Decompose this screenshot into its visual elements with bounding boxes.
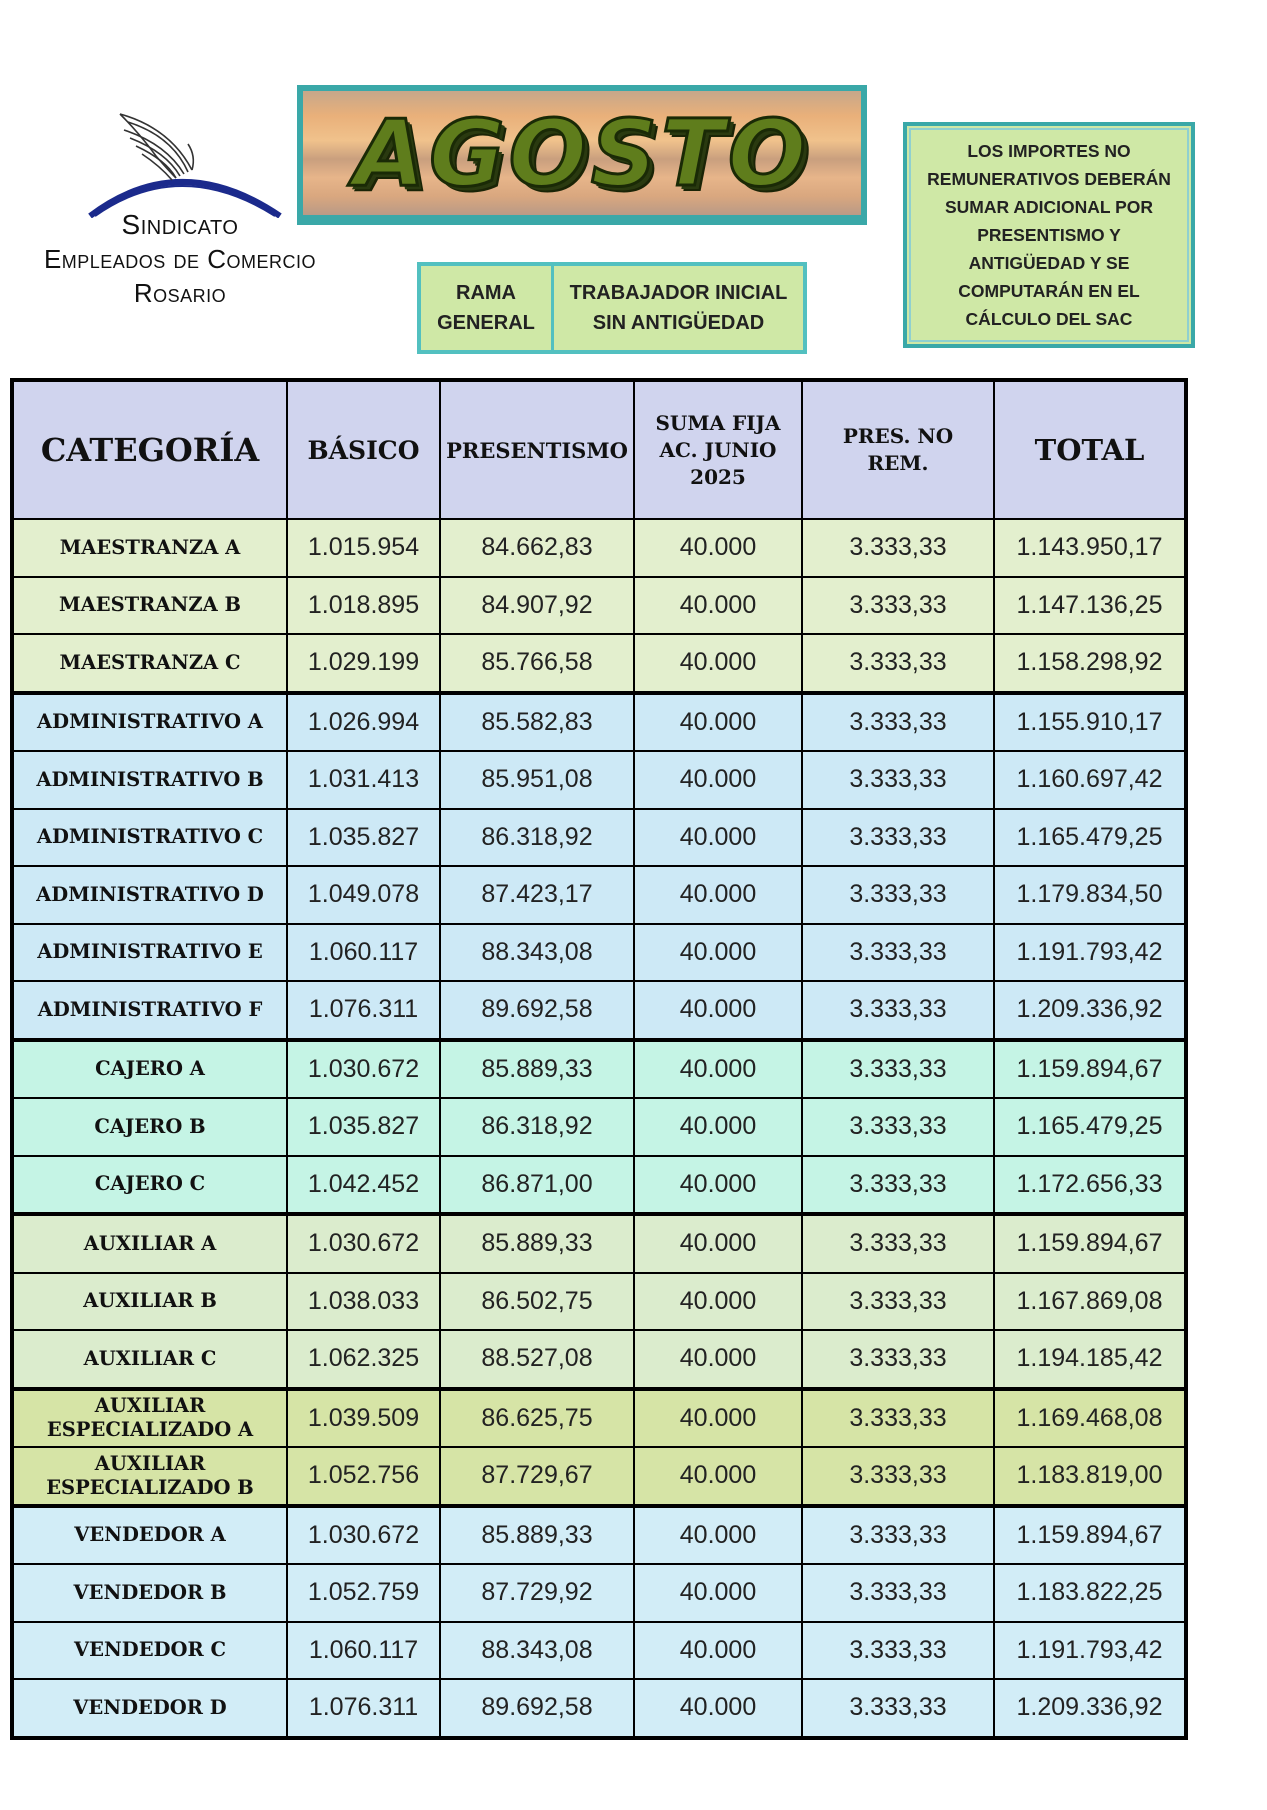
cell-pres-no-rem: 3.333,33 (802, 1330, 994, 1389)
cell-total: 1.169.468,08 (994, 1389, 1186, 1448)
cell-presentismo: 86.871,00 (440, 1156, 634, 1215)
table-row (12, 1273, 1186, 1331)
cell-total: 1.147.136,25 (994, 577, 1186, 635)
logo-line-1: Sindicato (121, 209, 239, 240)
table-row (12, 1214, 1186, 1273)
table-row (12, 519, 1186, 577)
cell-total: 1.165.479,25 (994, 809, 1186, 867)
cell-basico: 1.030.672 (287, 1214, 440, 1273)
branch-label: RAMA GENERAL (421, 266, 554, 350)
cell-presentismo: 85.889,33 (440, 1040, 634, 1099)
cell-categoria: CAJERO B (12, 1098, 287, 1156)
cell-presentismo: 86.502,75 (440, 1273, 634, 1331)
branch-box (417, 262, 807, 354)
cell-basico: 1.035.827 (287, 1098, 440, 1156)
logo-line-2: Empleados de Comercio (43, 244, 317, 274)
cell-total: 1.191.793,42 (994, 1622, 1186, 1680)
table-row (12, 1622, 1186, 1680)
table-row (12, 1098, 1186, 1156)
cell-total: 1.172.656,33 (994, 1156, 1186, 1215)
cell-total: 1.159.894,67 (994, 1506, 1186, 1565)
cell-categoria: AUXILIAR A (12, 1214, 287, 1273)
cell-total: 1.165.479,25 (994, 1098, 1186, 1156)
table-row (12, 751, 1186, 809)
header-presentismo: PRESENTISMO (440, 380, 634, 519)
cell-suma-fija: 40.000 (634, 1447, 802, 1506)
cell-basico: 1.052.756 (287, 1447, 440, 1506)
cell-presentismo: 85.582,83 (440, 693, 634, 752)
cell-suma-fija: 40.000 (634, 577, 802, 635)
cell-categoria: AUXILIAR C (12, 1330, 287, 1389)
cell-basico: 1.060.117 (287, 1622, 440, 1680)
salary-table (10, 378, 1188, 1740)
cell-total: 1.143.950,17 (994, 519, 1186, 577)
table-header-row (12, 380, 1186, 519)
cell-categoria: MAESTRANZA A (12, 519, 287, 577)
cell-pres-no-rem: 3.333,33 (802, 751, 994, 809)
cell-pres-no-rem: 3.333,33 (802, 1156, 994, 1215)
cell-total: 1.160.697,42 (994, 751, 1186, 809)
table-row (12, 1330, 1186, 1389)
cell-pres-no-rem: 3.333,33 (802, 809, 994, 867)
notice-text: LOS IMPORTES NO REMUNERATIVOS DEBERÁN SUMAR ADICIONAL POR PRESENTISMO Y ANTIGÜEDAD Y SE COMPUTARÁN EN EL CÁLCULO DEL SAC (927, 141, 1171, 329)
header-total: TOTAL (994, 380, 1186, 519)
cell-pres-no-rem: 3.333,33 (802, 1273, 994, 1331)
cell-pres-no-rem: 3.333,33 (802, 1564, 994, 1622)
cell-pres-no-rem: 3.333,33 (802, 693, 994, 752)
logo-line-3: Rosario (133, 278, 227, 308)
cell-pres-no-rem: 3.333,33 (802, 1679, 994, 1738)
cell-pres-no-rem: 3.333,33 (802, 634, 994, 693)
cell-categoria: AUXILIAR ESPECIALIZADO B (12, 1447, 287, 1506)
cell-suma-fija: 40.000 (634, 924, 802, 982)
cell-presentismo: 86.318,92 (440, 1098, 634, 1156)
cell-categoria: ADMINISTRATIVO C (12, 809, 287, 867)
cell-presentismo: 88.527,08 (440, 1330, 634, 1389)
table-row (12, 1156, 1186, 1215)
cell-categoria: AUXILIAR B (12, 1273, 287, 1331)
cell-suma-fija: 40.000 (634, 1330, 802, 1389)
cell-pres-no-rem: 3.333,33 (802, 924, 994, 982)
cell-total: 1.167.869,08 (994, 1273, 1186, 1331)
cell-suma-fija: 40.000 (634, 1389, 802, 1448)
table-row (12, 1040, 1186, 1099)
header-suma-fija: SUMA FIJA AC. JUNIO 2025 (634, 380, 802, 519)
cell-basico: 1.031.413 (287, 751, 440, 809)
cell-suma-fija: 40.000 (634, 519, 802, 577)
cell-basico: 1.052.759 (287, 1564, 440, 1622)
cell-total: 1.183.822,25 (994, 1564, 1186, 1622)
cell-categoria: ADMINISTRATIVO F (12, 981, 287, 1040)
cell-total: 1.158.298,92 (994, 634, 1186, 693)
cell-categoria: VENDEDOR D (12, 1679, 287, 1738)
table-row (12, 866, 1186, 924)
table-row (12, 981, 1186, 1040)
cell-total: 1.209.336,92 (994, 1679, 1186, 1738)
cell-presentismo: 89.692,58 (440, 1679, 634, 1738)
cell-presentismo: 84.907,92 (440, 577, 634, 635)
cell-basico: 1.038.033 (287, 1273, 440, 1331)
table-row (12, 924, 1186, 982)
cell-pres-no-rem: 3.333,33 (802, 1622, 994, 1680)
cell-presentismo: 85.766,58 (440, 634, 634, 693)
cell-presentismo: 87.423,17 (440, 866, 634, 924)
cell-basico: 1.039.509 (287, 1389, 440, 1448)
cell-total: 1.179.834,50 (994, 866, 1186, 924)
cell-pres-no-rem: 3.333,33 (802, 577, 994, 635)
cell-categoria: CAJERO A (12, 1040, 287, 1099)
table-row (12, 1564, 1186, 1622)
cell-pres-no-rem: 3.333,33 (802, 519, 994, 577)
cell-suma-fija: 40.000 (634, 1156, 802, 1215)
cell-pres-no-rem: 3.333,33 (802, 1506, 994, 1565)
cell-categoria: ADMINISTRATIVO A (12, 693, 287, 752)
cell-basico: 1.035.827 (287, 809, 440, 867)
cell-pres-no-rem: 3.333,33 (802, 1389, 994, 1448)
cell-total: 1.183.819,00 (994, 1447, 1186, 1506)
cell-basico: 1.015.954 (287, 519, 440, 577)
cell-presentismo: 85.951,08 (440, 751, 634, 809)
cell-total: 1.159.894,67 (994, 1214, 1186, 1273)
table-row (12, 634, 1186, 693)
cell-pres-no-rem: 3.333,33 (802, 981, 994, 1040)
cell-categoria: VENDEDOR C (12, 1622, 287, 1680)
cell-categoria: MAESTRANZA C (12, 634, 287, 693)
header-basico: BÁSICO (287, 380, 440, 519)
cell-presentismo: 88.343,08 (440, 924, 634, 982)
cell-suma-fija: 40.000 (634, 1622, 802, 1680)
cell-basico: 1.042.452 (287, 1156, 440, 1215)
cell-suma-fija: 40.000 (634, 809, 802, 867)
cell-presentismo: 85.889,33 (440, 1506, 634, 1565)
table-row (12, 1506, 1186, 1565)
header-categoria: CATEGORÍA (12, 380, 287, 519)
cell-basico: 1.076.311 (287, 981, 440, 1040)
cell-total: 1.191.793,42 (994, 924, 1186, 982)
month-title: AGOSTO (353, 99, 811, 207)
cell-suma-fija: 40.000 (634, 1098, 802, 1156)
cell-total: 1.159.894,67 (994, 1040, 1186, 1099)
cell-categoria: VENDEDOR A (12, 1506, 287, 1565)
cell-categoria: ADMINISTRATIVO E (12, 924, 287, 982)
table-row (12, 809, 1186, 867)
cell-basico: 1.049.078 (287, 866, 440, 924)
cell-basico: 1.062.325 (287, 1330, 440, 1389)
cell-categoria: ADMINISTRATIVO D (12, 866, 287, 924)
cell-total: 1.194.185,42 (994, 1330, 1186, 1389)
cell-basico: 1.018.895 (287, 577, 440, 635)
cell-total: 1.209.336,92 (994, 981, 1186, 1040)
cell-categoria: VENDEDOR B (12, 1564, 287, 1622)
notice-box (903, 122, 1195, 348)
cell-basico: 1.030.672 (287, 1506, 440, 1565)
cell-basico: 1.030.672 (287, 1040, 440, 1099)
cell-categoria: MAESTRANZA B (12, 577, 287, 635)
table-row (12, 693, 1186, 752)
cell-suma-fija: 40.000 (634, 1273, 802, 1331)
wing-arc-icon (80, 108, 290, 218)
cell-presentismo: 84.662,83 (440, 519, 634, 577)
cell-categoria: AUXILIAR ESPECIALIZADO A (12, 1389, 287, 1448)
month-banner (297, 85, 867, 225)
cell-pres-no-rem: 3.333,33 (802, 1098, 994, 1156)
cell-pres-no-rem: 3.333,33 (802, 866, 994, 924)
cell-suma-fija: 40.000 (634, 1564, 802, 1622)
cell-presentismo: 87.729,92 (440, 1564, 634, 1622)
cell-basico: 1.076.311 (287, 1679, 440, 1738)
table-row (12, 1679, 1186, 1738)
table-row (12, 1389, 1186, 1448)
cell-presentismo: 87.729,67 (440, 1447, 634, 1506)
cell-suma-fija: 40.000 (634, 693, 802, 752)
table-row (12, 1447, 1186, 1506)
cell-suma-fija: 40.000 (634, 981, 802, 1040)
cell-suma-fija: 40.000 (634, 866, 802, 924)
cell-basico: 1.060.117 (287, 924, 440, 982)
worker-type-label: TRABAJADOR INICIAL SIN ANTIGÜEDAD (569, 282, 788, 334)
cell-suma-fija: 40.000 (634, 1506, 802, 1565)
cell-presentismo: 89.692,58 (440, 981, 634, 1040)
cell-pres-no-rem: 3.333,33 (802, 1447, 994, 1506)
cell-basico: 1.029.199 (287, 634, 440, 693)
cell-pres-no-rem: 3.333,33 (802, 1040, 994, 1099)
cell-presentismo: 88.343,08 (440, 1622, 634, 1680)
cell-categoria: CAJERO C (12, 1156, 287, 1215)
cell-suma-fija: 40.000 (634, 751, 802, 809)
cell-suma-fija: 40.000 (634, 1040, 802, 1099)
header-pres-no-rem: PRES. NO REM. (802, 380, 994, 519)
cell-presentismo: 85.889,33 (440, 1214, 634, 1273)
cell-categoria: ADMINISTRATIVO B (12, 751, 287, 809)
cell-suma-fija: 40.000 (634, 1679, 802, 1738)
cell-total: 1.155.910,17 (994, 693, 1186, 752)
cell-basico: 1.026.994 (287, 693, 440, 752)
cell-suma-fija: 40.000 (634, 1214, 802, 1273)
cell-presentismo: 86.318,92 (440, 809, 634, 867)
cell-suma-fija: 40.000 (634, 634, 802, 693)
cell-pres-no-rem: 3.333,33 (802, 1214, 994, 1273)
table-row (12, 577, 1186, 635)
cell-presentismo: 86.625,75 (440, 1389, 634, 1448)
